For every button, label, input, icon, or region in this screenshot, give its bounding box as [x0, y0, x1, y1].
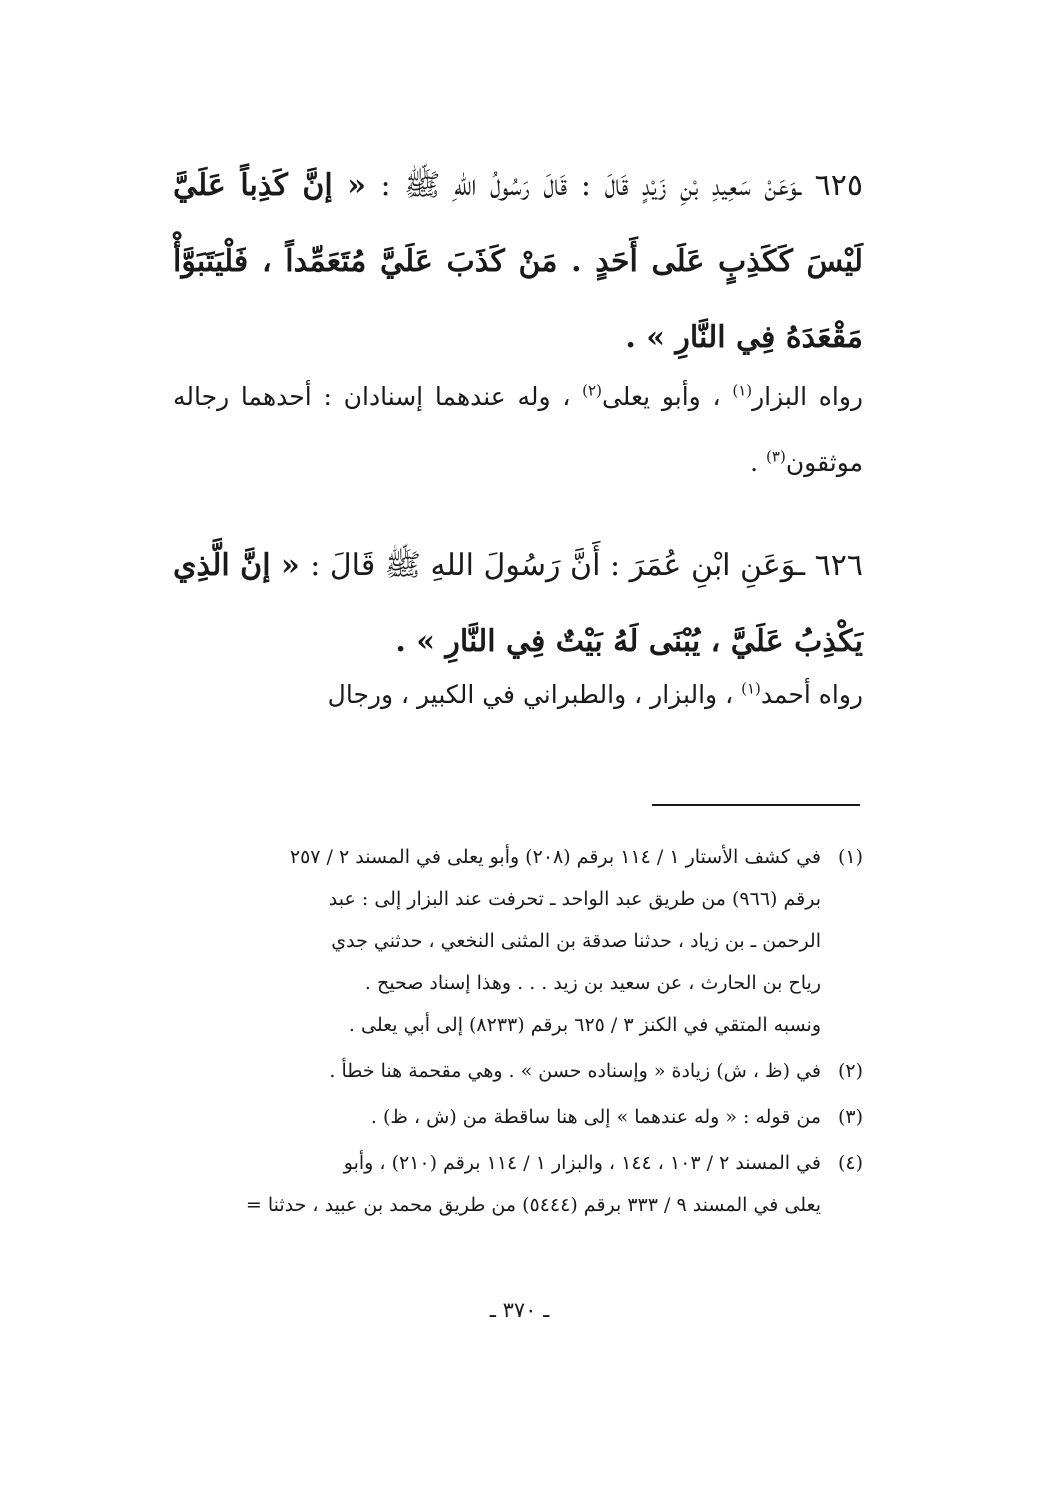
footnote-text	[163, 1096, 821, 1138]
footnote-line: في (ظ ، ش) زيادة « وإسناده حسن » . وهي مقحمة هنا خطأ .	[329, 1060, 821, 1082]
hadith-number: ٦٢٥ ـ	[797, 168, 863, 203]
footnote-ref: (٢)	[582, 381, 602, 400]
footnote-line: رياح بن الحارث ، عن سعيد بن زيد . . . وهذا إسناد صحيح .	[364, 972, 821, 994]
footnote-line: في كشف الأستار ١ / ١١٤ برقم (٢٠٨) وأبو يعلى في المسند ٢ / ٢٥٧	[289, 846, 821, 868]
footnote-3	[163, 1096, 863, 1138]
footnote-line: من قوله : « وله عندهما » إلى هنا ساقطة من (ش ، ظ) .	[370, 1106, 821, 1128]
hadith-626-source	[173, 662, 863, 728]
footnote-line: الرحمن ـ بن زياد ، حدثنا صدقة بن المثنى النخعي ، حدثني جدي	[331, 930, 821, 952]
source-text: رواه أحمد	[760, 680, 863, 709]
footnote-line: يعلى في المسند ٩ / ٣٣٣ برقم (٥٤٤٤) من طريق محمد بن عبيد ، حدثنا =	[245, 1194, 821, 1216]
source-text: ، وأبو يعلى	[601, 382, 721, 411]
footnote-line: في المسند ٢ / ١٠٣ ، ١٤٤ ، والبزار ١ / ١١٤ برقم (٢١٠) ، وأبو	[343, 1152, 821, 1174]
footnote-ref: (١)	[732, 381, 753, 400]
hadith-625-text	[173, 148, 863, 376]
footnote-number: (٤)	[837, 1152, 863, 1174]
source-text: .	[750, 448, 759, 477]
footnote-text	[163, 1142, 821, 1226]
hadith-chain: وَعَنْ سَعِيدِ بْنِ زَيْدٍ قَالَ : قَالَ رَسُولُ اللهِ ﷺ :	[380, 168, 798, 203]
footnote-2	[163, 1050, 863, 1092]
source-text: رواه البزار	[752, 382, 863, 411]
hadith-626-text	[173, 528, 863, 680]
hadith-625-source	[173, 364, 863, 496]
footnote-number: (٢)	[837, 1060, 863, 1082]
footnote-4	[163, 1142, 863, 1226]
hadith-matn: « إنَّ الَّذِي يَكْذِبُ عَلَيَّ ، يُبْنَى لَهُ بَيْتٌ فِي النَّارِ » .	[173, 548, 863, 659]
footnote-ref: (٣)	[766, 447, 786, 466]
page-number: ـ ٣٧٠ ـ	[489, 1298, 550, 1322]
hadith-chain: وَعَنِ ابْنِ عُمَرَ : أَنَّ رَسُولَ اللهِ ﷺ قَالَ :	[310, 548, 797, 583]
footnote-text	[163, 1050, 821, 1092]
hadith-matn: « إنَّ كَذِباً عَلَيَّ لَيْسَ كَكَذِبٍ عَلَى أَحَدٍ . مَنْ كَذَبَ عَلَيَّ مُتَعَمِّداً ، فَلْيَتَبَوَّأْ مَقْعَدَهُ فِي النَّارِ » .	[173, 168, 863, 355]
footnote-ref: (١)	[741, 679, 761, 698]
footnote-line: ونسبه المتقي في الكنز ٣ / ٦٢٥ برقم (٨٢٣٣) إلى أبي يعلى .	[348, 1014, 821, 1036]
source-text: ، وله عندهما إسنادان : أحدهما رجاله موثقون	[173, 382, 863, 477]
hadith-number: ٦٢٦ ـ	[796, 548, 863, 583]
footnote-1	[163, 836, 863, 1046]
footnotes	[163, 836, 863, 1230]
source-text: ، والبزار ، والطبراني في الكبير ، ورجال	[327, 680, 734, 709]
footnote-number: (٣)	[837, 1106, 863, 1128]
footnote-line: برقم (٩٦٦) من طريق عبد الواحد ـ تحرفت عند البزار إلى : عبد	[328, 888, 821, 910]
footnote-number: (١)	[837, 846, 863, 868]
footnote-text	[163, 836, 821, 1046]
footnote-separator	[652, 804, 860, 806]
